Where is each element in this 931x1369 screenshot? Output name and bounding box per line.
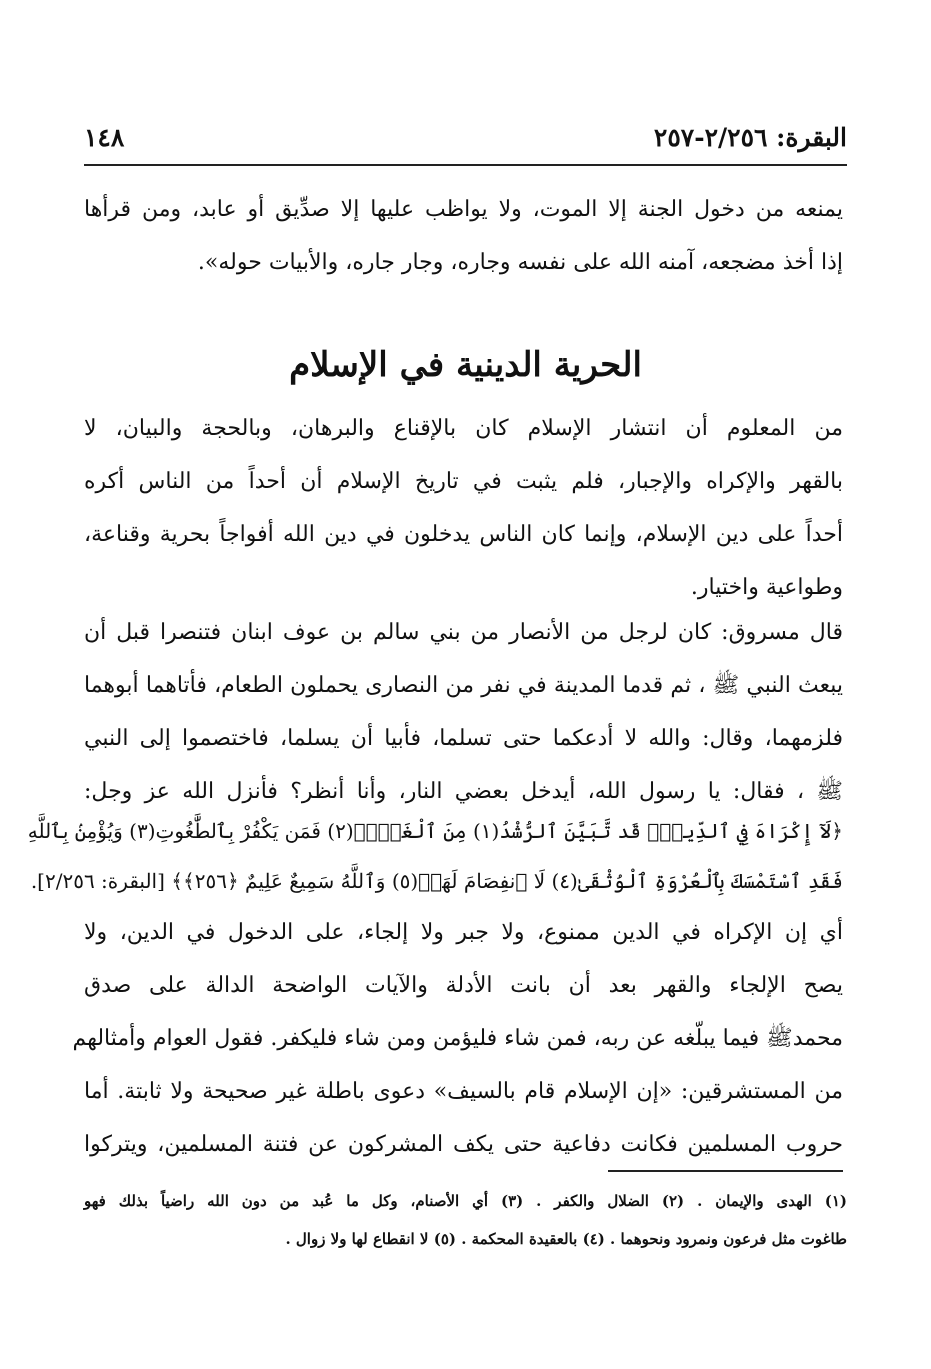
paragraph-explanation: [72, 906, 843, 1171]
text-line: حروب المسلمين فكانت دفاعية حتى يكف المشركون عن فتنة المسلمين، ويتركوا: [84, 1132, 843, 1157]
text-line: إذا أخذ مضجعه، آمنه الله على نفسه وجاره، وجار جاره، والأبيات حوله».: [197, 250, 843, 275]
verse-line: فَقَدِ ٱسْتَمْسَكَ بِٱلْعُرْوَةِ ٱلْوُثْقَىٰ(٤) لَا ٱنفِصَامَ لَهَاۗ(٥) وَٱللَّهُ سَمِيعٌ عَلِيمٌ ﴿٢٥٦﴾﴾ [البقرة: ٢/٢٥٦].: [30, 869, 843, 893]
running-header: [84, 112, 847, 162]
text-line: يمنعه من دخول الجنة إلا الموت، ولا يواظب عليها إلا صدِّيق أو عابد، ومن قرأها: [84, 197, 843, 222]
text-line: من المعلوم أن انتشار الإسلام كان بالإقناع والبرهان، وبالحجة والبيان، لا: [84, 416, 843, 441]
intro-paragraph: [84, 183, 843, 289]
footnote-line: طاغوت مثل فرعون ونمرود ونحوهما . (٤) بالعقيدة المحكمة . (٥) لا انقطاع لها ولا زوال .: [285, 1230, 847, 1248]
text-line: يصح الإلجاء والقهر بعد أن بانت الأدلة والآيات الواضحة الدالة على صدق: [84, 973, 843, 998]
footnote-line: (١) الهدى والإيمان . (٢) الضلال والكفر . (٣) أي الأصنام، وكل ما عُبد من دون الله راضياً بذلك فهو: [84, 1192, 848, 1210]
footnotes: [84, 1182, 847, 1258]
page-number: ١٤٨: [84, 122, 125, 152]
text-line: يبعث النبي ﷺ ، ثم قدما المدينة في نفر من النصارى يحملون الطعام، فأتاهما أبوهما: [84, 673, 843, 698]
paragraph-masruq: [84, 606, 843, 818]
footnote-divider: [608, 1170, 843, 1172]
section-title: الحرية الدينية في الإسلام: [289, 345, 642, 385]
text-line: من المستشرقين: «إن الإسلام قام بالسيف» دعوى باطلة غير صحيحة ولا ثابتة. أما: [84, 1079, 843, 1104]
header-divider: [84, 164, 847, 166]
text-line: محمدﷺ فيما يبلّغه عن ربه، فمن شاء فليؤمن ومن شاء فليكفر. فقول العوام وأمثالهم: [72, 1026, 843, 1051]
text-line: أحداً على دين الإسلام، وإنما كان الناس يدخلون في دين الله أفواجاً بحرية وقناعة،: [84, 522, 843, 547]
text-line: بالقهر والإكراه والإجبار، فلم يثبت في تاريخ الإسلام أن أحداً من الناس أكره: [84, 469, 843, 494]
paragraph-freedom: [84, 402, 843, 614]
text-line: فلزمهما، وقال: والله لا أدعكما حتى تسلما، فأبيا أن يسلما، فاختصموا إلى النبي: [84, 726, 843, 751]
quran-verse: [27, 806, 843, 906]
surah-reference: البقرة: ٢/٢٥٦-٢٥٧: [653, 122, 847, 152]
text-line: ﷺ ، فقال: يا رسول الله، أيدخل بعضي النار، وأنا أنظر؟ فأنزل الله عز وجل:: [84, 779, 843, 804]
text-line: قال مسروق: كان لرجل من الأنصار من بني سالم بن عوف ابنان فتنصرا قبل أن: [84, 620, 843, 645]
verse-line: ﴿لَآ إِكْرَاهَ فِي ٱلدِّينِۖ قَد تَّبَيَّنَ ٱلرُّشْدُ(١) مِنَ ٱلْغَيِّۚ(٢) فَمَن يَكْفُرْ بِٱلطَّٰغُوتِ(٣) وَيُؤْمِنۢ بِٱللَّهِ: [27, 819, 843, 843]
text-line: أي إن الإكراه في الدين ممنوع، ولا جبر ولا إلجاء، على الدخول في الدين، ولا: [84, 920, 843, 945]
text-line: وطواعية واختيار.: [690, 575, 843, 600]
